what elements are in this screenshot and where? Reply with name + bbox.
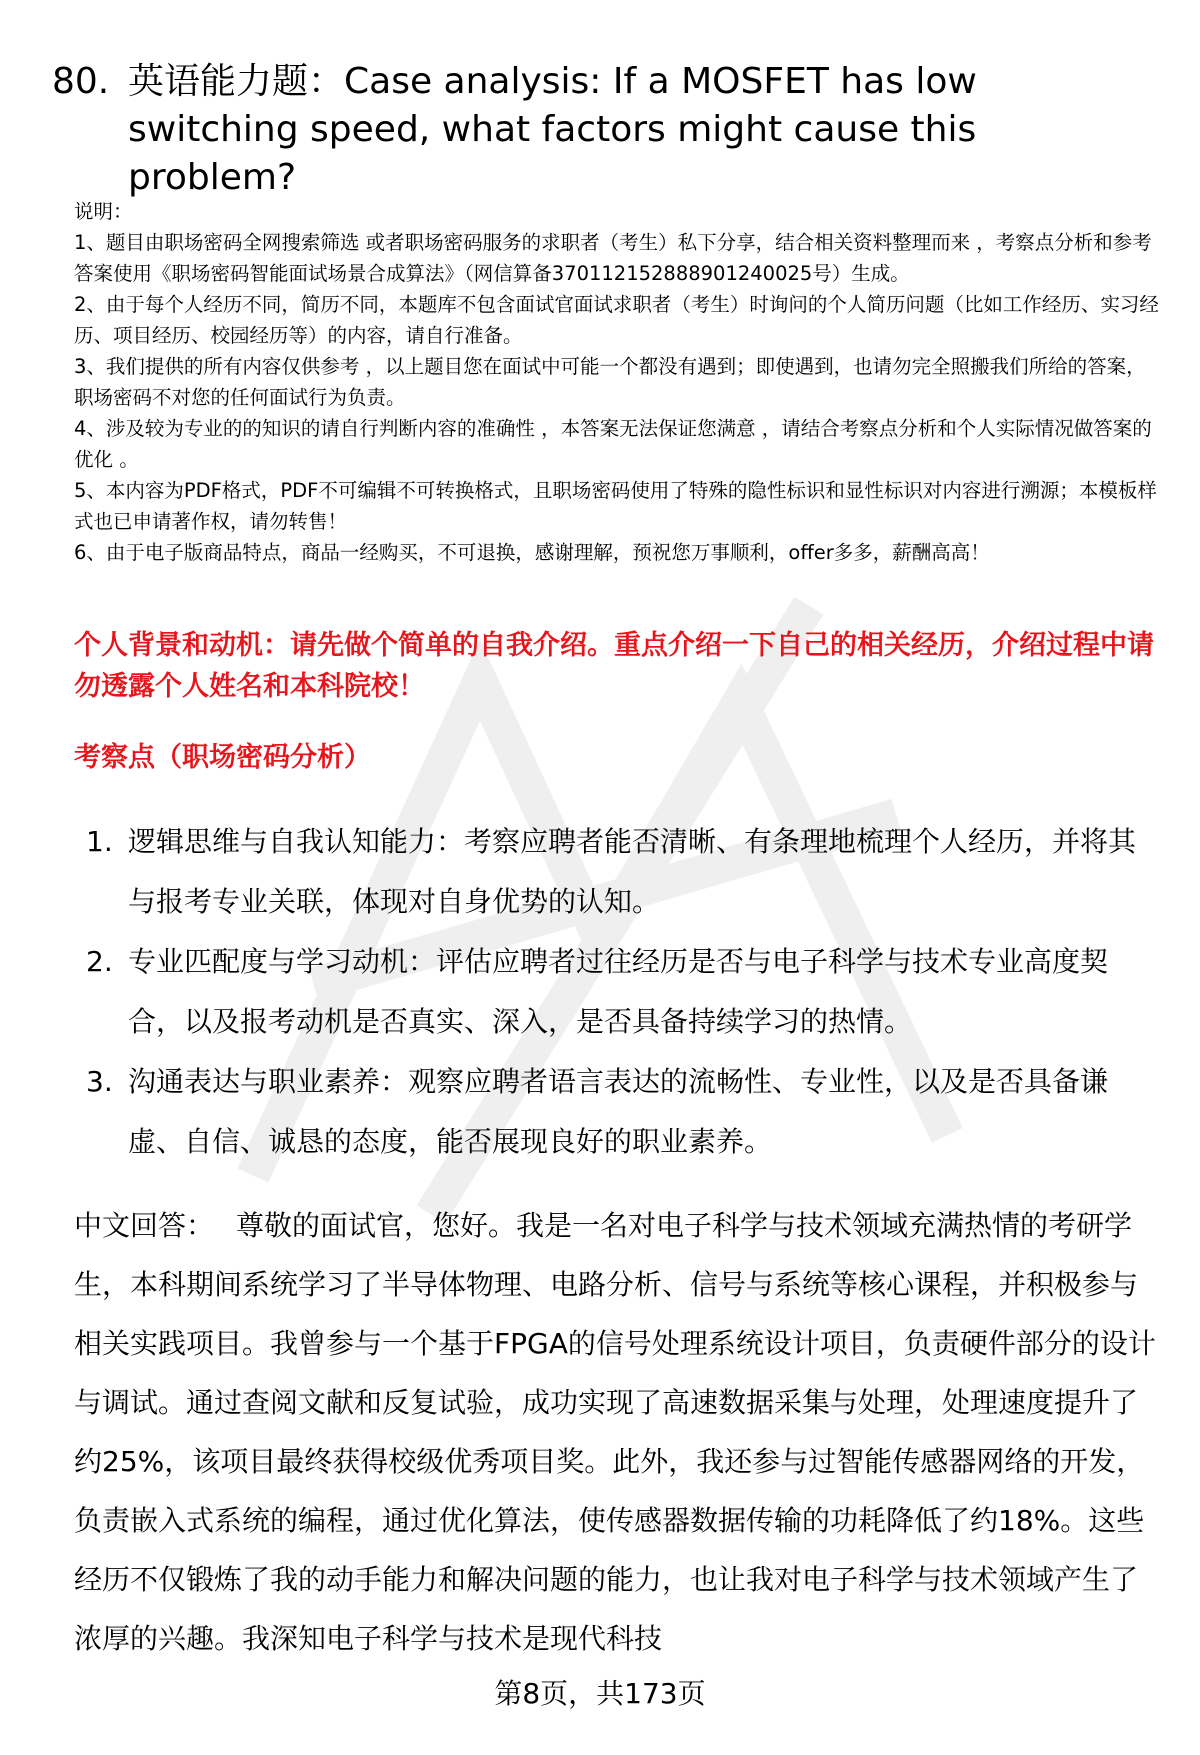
question-text: 英语能力题：Case analysis: If a MOSFET has low switching speed, what factors might cause this problem?: [128, 61, 977, 198]
question-heading: [52, 58, 1152, 202]
answer-text: 尊敬的面试官，您好。我是一名对电子科学与技术领域充满热情的考研学生，本科期间系统学习了半导体物理、电路分析、信号与系统等核心课程，并积极参与相关实践项目。我曾参与一个基于FPGA的信号处理系统设计项目，负责硬件部分的设计与调试。通过查阅文献和反复试验，成功实现了高速数据采集与处理，处理速度提升了约25%，该项目最终获得校级优秀项目奖。此外，我还参与过智能传感器网络的开发，负责嵌入式系统的编程，通过优化算法，使传感器数据传输的功耗降低了约18%。这些经历不仅锻炼了我的动手能力和解决问题的能力，也让我对电子科学与技术领域产生了浓厚的兴趣。我深知电子科学与技术是现代科技: [74, 1209, 1156, 1655]
note-item: 2、由于每个人经历不同，简历不同，本题库不包含面试官面试求职者（考生）时询问的个人简历问题（比如工作经历、实习经历、项目经历、校园经历等）的内容，请自行准备。: [74, 293, 1159, 347]
point-number: 2.: [86, 945, 113, 978]
question-number: 80.: [52, 61, 110, 102]
point-number: 3.: [86, 1065, 113, 1098]
note-item: 5、本内容为PDF格式，PDF不可编辑不可转换格式，且职场密码使用了特殊的隐性标识和显性标识对内容进行溯源；本模板样式也已申请著作权，请勿转售！: [74, 479, 1157, 533]
notes-title: 说明：: [74, 200, 133, 223]
point-number: 1.: [86, 825, 113, 858]
note-item: 3、我们提供的所有内容仅供参考 ，以上题目您在面试中可能一个都没有遇到；即使遇到，也请勿完全照搬我们所给的答案，职场密码不对您的任何面试行为负责。: [74, 355, 1146, 409]
point-text: 逻辑思维与自我认知能力：考察应聘者能否清晰、有条理地梳理个人经历，并将其与报考专业关联，体现对自身优势的认知。: [128, 825, 1137, 918]
point-text: 沟通表达与职业素养：观察应聘者语言表达的流畅性、专业性，以及是否具备谦虚、自信、诚恳的态度，能否展现良好的职业素养。: [128, 1065, 1109, 1158]
analysis-point: [74, 932, 1160, 1052]
answer-block: [74, 1196, 1164, 1668]
analysis-title: 考察点（职场密码分析）: [74, 742, 371, 773]
note-item: 1、题目由职场密码全网搜索筛选 或者职场密码服务的求职者（考生）私下分享，结合相关资料整理而来 ，考察点分析和参考答案使用《职场密码智能面试场景合成算法》（网信算备370112152888901240025号）生成。: [74, 231, 1152, 285]
point-text: 专业匹配度与学习动机：评估应聘者过往经历是否与电子科学与技术专业高度契合，以及报考动机是否真实、深入，是否具备持续学习的热情。: [128, 945, 1109, 1038]
page-number: 第8页，共173页: [494, 1677, 706, 1710]
notes-block: [74, 196, 1160, 568]
analysis-points-list: [74, 812, 1160, 1172]
analysis-point: [74, 812, 1160, 932]
answer-label: 中文回答：: [74, 1209, 215, 1242]
section-heading: 个人背景和动机：请先做个简单的自我介绍。重点介绍一下自己的相关经历，介绍过程中请勿透露个人姓名和本科院校！: [74, 630, 1154, 702]
note-item: 6、由于电子版商品特点，商品一经购买，不可退换，感谢理解，预祝您万事顺利，offer多多，薪酬高高！: [74, 541, 990, 564]
note-item: 4、涉及较为专业的的知识的请自行判断内容的准确性 ，本答案无法保证您满意 ，请结合考察点分析和个人实际情况做答案的优化 。: [74, 417, 1152, 471]
analysis-point: [74, 1052, 1160, 1172]
